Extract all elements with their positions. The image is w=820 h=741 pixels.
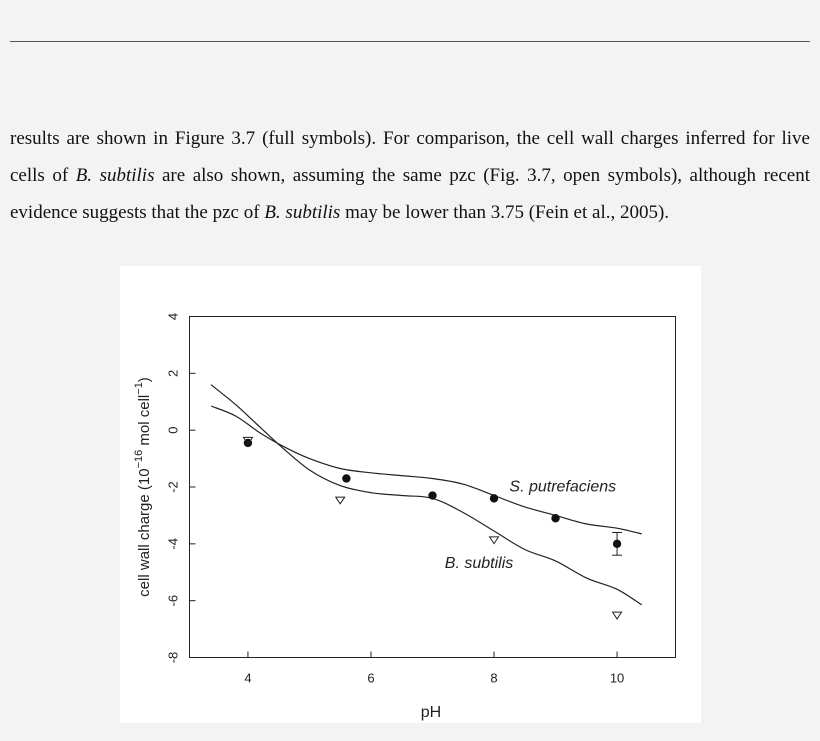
y-tick-label: -8 <box>165 651 181 664</box>
point-b-subtilis <box>490 537 499 544</box>
top-rule <box>10 41 810 42</box>
y-axis-label-exp1: −16 <box>133 449 145 469</box>
paragraph-text: are also shown, assuming the same pzc (Fig. 3.7, open symbols), although recent evidence suggests that the pzc of <box>10 165 810 223</box>
paragraph-text: may be lower than 3.75 (Fein et al., 2005). <box>340 202 670 223</box>
y-tick-label: -6 <box>165 594 181 607</box>
paragraph-text: results are shown in Figure 3.7 (full symbols). For comparison, the cell wall charges inferred for live cells of <box>10 128 810 186</box>
x-tick-label: 10 <box>609 670 625 686</box>
y-axis-label <box>133 377 153 597</box>
y-axis-label-end: ) <box>136 377 153 383</box>
body-paragraph <box>10 120 810 231</box>
y-tick-label: 4 <box>165 312 181 321</box>
point-s-putrefaciens <box>613 540 621 548</box>
y-axis-label-mid: mol cell <box>136 394 153 450</box>
point-b-subtilis <box>613 612 622 619</box>
series-label: S. putrefaciens <box>509 478 617 496</box>
y-tick-label: 2 <box>165 369 181 377</box>
data-points <box>243 437 622 619</box>
y-tick-label: -2 <box>165 481 181 493</box>
point-s-putrefaciens <box>342 474 350 482</box>
x-axis-label: pH <box>420 704 442 721</box>
point-b-subtilis <box>336 497 345 504</box>
x-tick-label: 4 <box>244 670 252 686</box>
species-name: B. subtilis <box>264 202 341 223</box>
y-tick-label: 0 <box>165 426 181 434</box>
curve-s-putrefaciens <box>211 406 642 534</box>
point-s-putrefaciens <box>428 491 436 499</box>
y-tick-label: -4 <box>165 538 181 550</box>
axes <box>166 313 625 686</box>
species-name: B. subtilis <box>75 165 155 186</box>
y-axis-label-exp2: −1 <box>133 382 145 395</box>
point-s-putrefaciens <box>490 494 498 502</box>
y-axis-label-main: cell wall charge (10 <box>136 468 153 597</box>
x-tick-label: 6 <box>367 670 375 686</box>
series-label: B. subtilis <box>444 554 514 572</box>
x-tick-label: 8 <box>490 670 498 686</box>
cell-wall-charge-chart <box>120 266 701 723</box>
point-s-putrefaciens <box>551 514 559 522</box>
figure-panel <box>120 266 701 723</box>
